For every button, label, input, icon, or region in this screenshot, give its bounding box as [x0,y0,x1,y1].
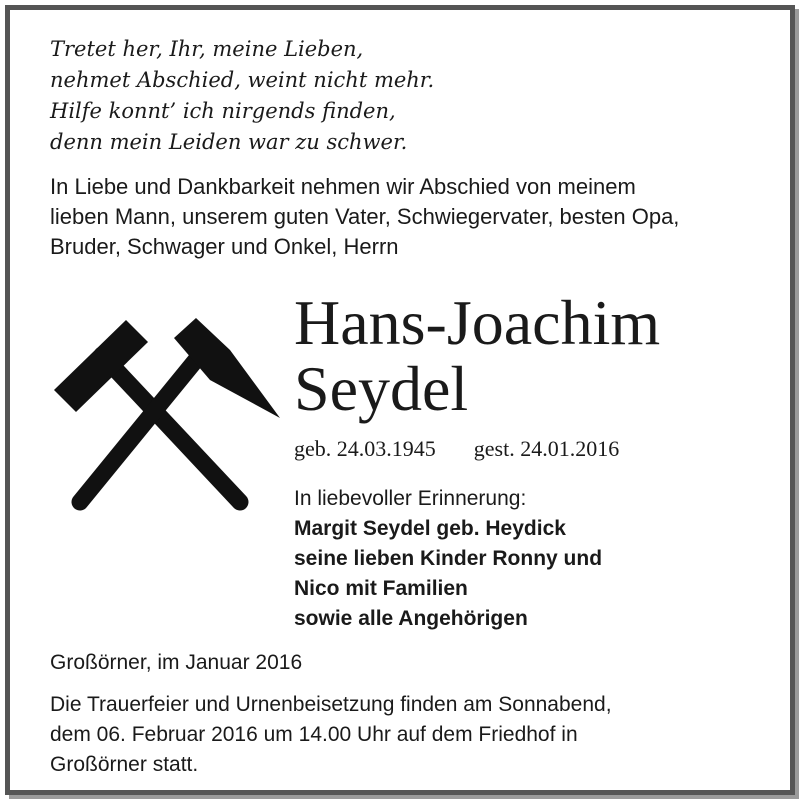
ceremony-line: Die Trauerfeier und Urnenbeisetzung finden am Sonnabend, [50,693,612,716]
mourner-line: Margit Seydel geb. Heydick [294,517,566,540]
place-date: Großörner, im Januar 2016 [50,651,303,674]
deceased-name [294,287,661,424]
mourner-line: Nico mit Familien [294,577,468,600]
intro-line: lieben Mann, unserem guten Vater, Schwiegervater, besten Opa, [50,204,680,229]
name-line: Seydel [294,353,469,424]
intro-text [50,172,790,262]
poem-line: Hilfe konnt’ ich nirgends finden, [50,99,396,123]
poem-line: Tretet her, Ihr, meine Lieben, [50,37,364,61]
death-date: gest. 24.01.2016 [473,436,620,461]
name-line: Hans-Joachim [294,287,661,358]
hammer-and-pick-icon [50,310,280,525]
ceremony-line: dem 06. Februar 2016 um 14.00 Uhr auf dem Friedhof in [50,723,578,746]
mourners-block [294,484,602,634]
intro-line: In Liebe und Dankbarkeit nehmen wir Abschied von meinem [50,174,636,199]
ceremony-line: Großörner statt. [50,753,199,776]
poem-line: denn mein Leiden war zu schwer. [50,130,408,154]
obituary-frame [5,5,795,795]
intro-line: Bruder, Schwager und Onkel, Herrn [50,234,399,259]
poem [50,34,434,158]
life-dates [294,436,619,462]
mourner-line: sowie alle Angehörigen [294,607,528,630]
poem-line: nehmet Abschied, weint nicht mehr. [50,68,435,92]
memory-lead: In liebevoller Erinnerung: [294,487,527,510]
mourner-line: seine lieben Kinder Ronny und [294,547,603,570]
birth-date: geb. 24.03.1945 [294,436,436,461]
ceremony-text [50,690,790,780]
